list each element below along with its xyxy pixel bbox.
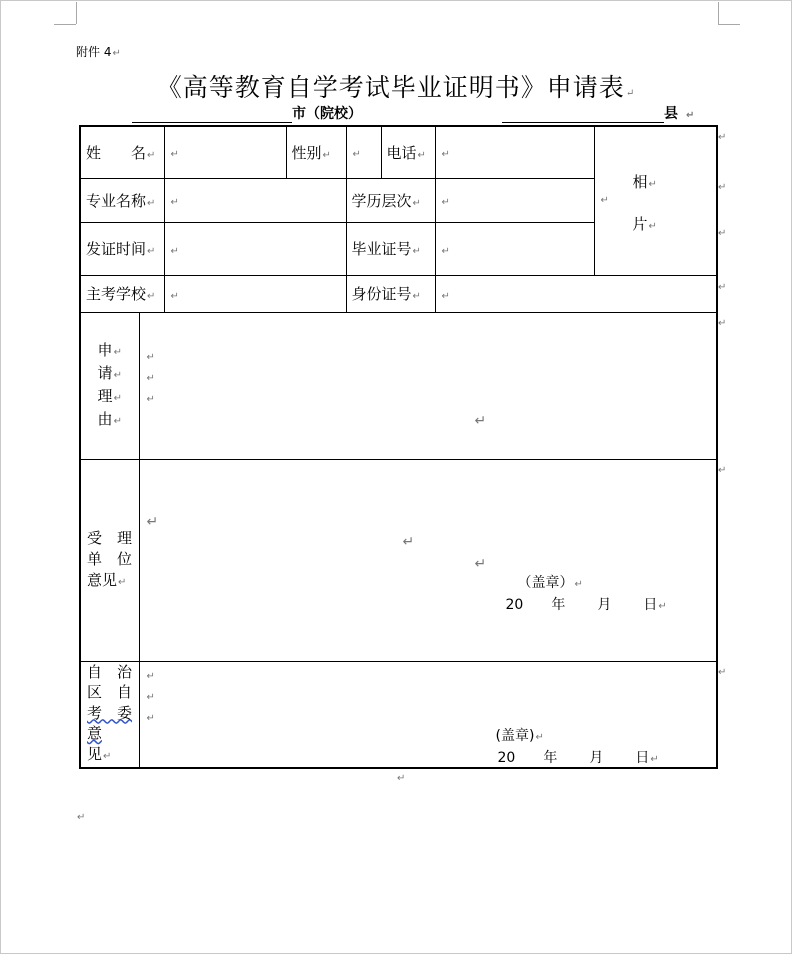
photo-box[interactable]: ↵ 相↵ 片↵ — [594, 126, 717, 275]
county-field[interactable]: 县 ↵ — [502, 103, 694, 123]
crop-mark-top-right — [718, 2, 719, 24]
school-label: 主考学校↵ — [80, 275, 164, 312]
paragraph-mark: ↵ — [77, 812, 86, 823]
application-form-table — [79, 125, 718, 769]
city-field[interactable]: 市（院校） — [132, 103, 362, 123]
row-school — [80, 275, 717, 312]
row-end-mark: ↵ — [718, 182, 727, 193]
row-reason — [80, 312, 717, 459]
issue-date-label: 发证时间↵ — [80, 222, 164, 275]
photo-label-2: 片↵ — [632, 215, 657, 233]
row-end-mark: ↵ — [718, 465, 727, 476]
phone-label: 电话↵ — [381, 126, 435, 178]
reason-input[interactable]: ↵ ↵ ↵ ↵ — [139, 312, 717, 459]
row-committee-opinion — [80, 661, 717, 768]
crop-mark-top-right-h — [718, 24, 740, 25]
row-end-mark: ↵ — [718, 228, 727, 239]
paragraph-mark: ↵ — [397, 773, 406, 784]
committee-seal: (盖章)↵ — [495, 727, 544, 744]
edu-level-input[interactable]: ↵ — [435, 178, 594, 222]
major-label: 专业名称↵ — [80, 178, 164, 222]
gender-input[interactable]: ↵ — [346, 126, 381, 178]
name-input[interactable]: ↵ — [164, 126, 286, 178]
committee-opinion-label: 自 治 区 自 考 委 意 见↵ — [80, 661, 139, 768]
crop-mark-top-left-h — [54, 24, 76, 25]
committee-opinion-input[interactable]: ↵ ↵ ↵ (盖章)↵ 20 年 月 日↵ — [139, 661, 717, 768]
row-end-mark: ↵ — [718, 667, 727, 678]
issue-date-input[interactable]: ↵ — [164, 222, 346, 275]
page-title: 《高等教育自学考试毕业证明书》申请表↵ — [156, 73, 636, 102]
cert-no-label: 毕业证号↵ — [346, 222, 435, 275]
row-end-mark: ↵ — [718, 282, 727, 293]
cert-no-input[interactable]: ↵ — [435, 222, 594, 275]
edu-level-label: 学历层次↵ — [346, 178, 435, 222]
unit-seal: （盖章）↵ — [517, 574, 583, 591]
name-label: 姓 名↵ — [80, 126, 164, 178]
gender-label: 性别↵ — [286, 126, 346, 178]
crop-mark-top-left — [76, 2, 77, 24]
committee-date: 20 年 月 日↵ — [497, 749, 659, 766]
row-end-mark: ↵ — [718, 132, 727, 143]
id-no-label: 身份证号↵ — [346, 275, 435, 312]
row-unit-opinion — [80, 459, 717, 661]
row-name — [80, 126, 717, 178]
unit-date: 20 年 月 日↵ — [505, 596, 667, 613]
row-end-mark: ↵ — [718, 318, 727, 329]
unit-opinion-label: 受 理 单 位 意见↵ — [80, 459, 139, 661]
unit-opinion-input[interactable]: ↵ ↵ ↵ （盖章）↵ 20 年 月 日↵ — [139, 459, 717, 661]
attachment-label: 附件 4↵ — [76, 45, 121, 59]
id-no-input[interactable]: ↵ — [435, 275, 717, 312]
reason-label: 申↵ 请↵ 理↵ 由↵ — [80, 312, 139, 459]
school-input[interactable]: ↵ — [164, 275, 346, 312]
major-input[interactable]: ↵ — [164, 178, 346, 222]
phone-input[interactable]: ↵ — [435, 126, 594, 178]
photo-label-1: 相↵ — [632, 173, 657, 191]
